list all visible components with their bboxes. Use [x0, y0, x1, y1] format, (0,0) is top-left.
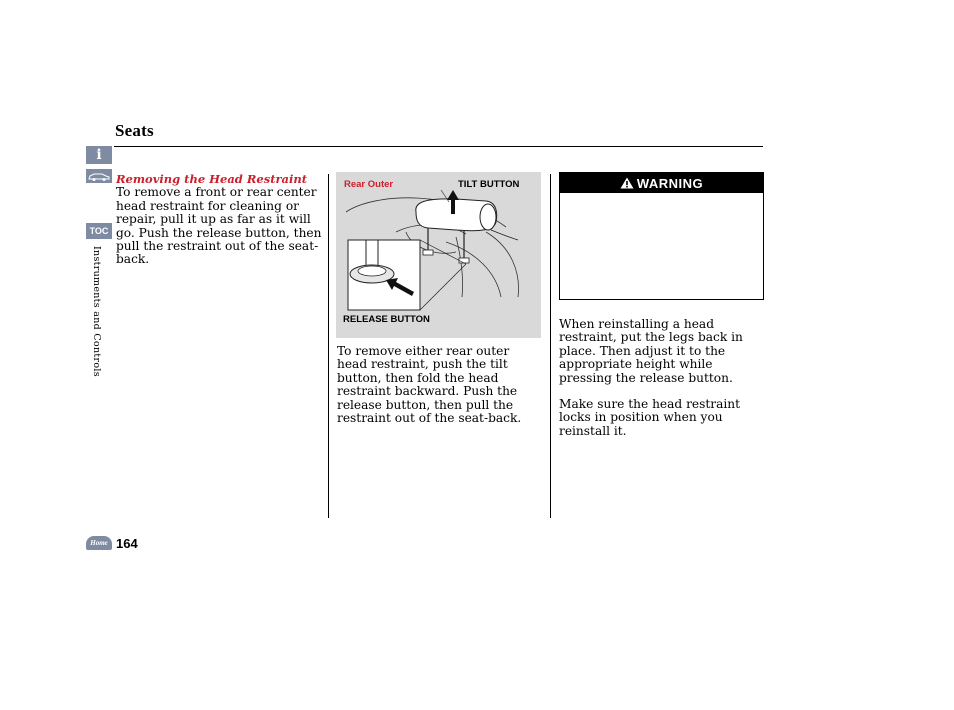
- car-index-icon[interactable]: [86, 169, 112, 183]
- toc-label: TOC: [89, 226, 109, 236]
- label-rear-outer: Rear Outer: [344, 179, 394, 190]
- reinstall-paragraph: When reinstalling a head restraint, put the legs back in place. Then adjust it to the appropriate height while pressing the release button.: [559, 317, 743, 385]
- column-right-body: [559, 318, 764, 438]
- info-icon-glyph: i: [96, 147, 102, 163]
- column-left: [116, 173, 322, 267]
- home-label: Home: [90, 539, 108, 547]
- column-divider-2: [550, 174, 551, 518]
- title-divider: [114, 146, 763, 147]
- label-tilt-button: TILT BUTTON: [458, 179, 520, 190]
- column-middle-body: To remove either rear outer head restraint, push the tilt button, then fold the head restraint backward. Push the release button, then pull the restraint out of the seat-back.: [337, 344, 522, 426]
- column-divider-1: [328, 174, 329, 518]
- car-icon: [87, 170, 111, 182]
- warning-triangle-icon: [620, 177, 634, 189]
- page-number: 164: [116, 536, 138, 551]
- head-restraint-figure: [336, 172, 541, 338]
- toc-button[interactable]: [86, 223, 112, 239]
- label-release-button: RELEASE BUTTON: [343, 314, 430, 325]
- section-label: Instruments and Controls: [91, 246, 102, 377]
- home-button[interactable]: [86, 536, 112, 550]
- page-title: Seats: [115, 121, 154, 140]
- warning-header: [560, 173, 763, 193]
- subheading: Removing the Head Restraint: [116, 172, 308, 186]
- info-icon[interactable]: [86, 146, 112, 164]
- column-left-body: To remove a front or rear center head restraint for cleaning or repair, pull it up as far as it will go. Push the release button, then pull the restraint out of the seat-back.: [116, 185, 322, 267]
- warning-label: WARNING: [636, 175, 704, 191]
- lock-paragraph: Make sure the head restraint locks in position when you reinstall it.: [559, 397, 740, 438]
- warning-box: [559, 172, 764, 300]
